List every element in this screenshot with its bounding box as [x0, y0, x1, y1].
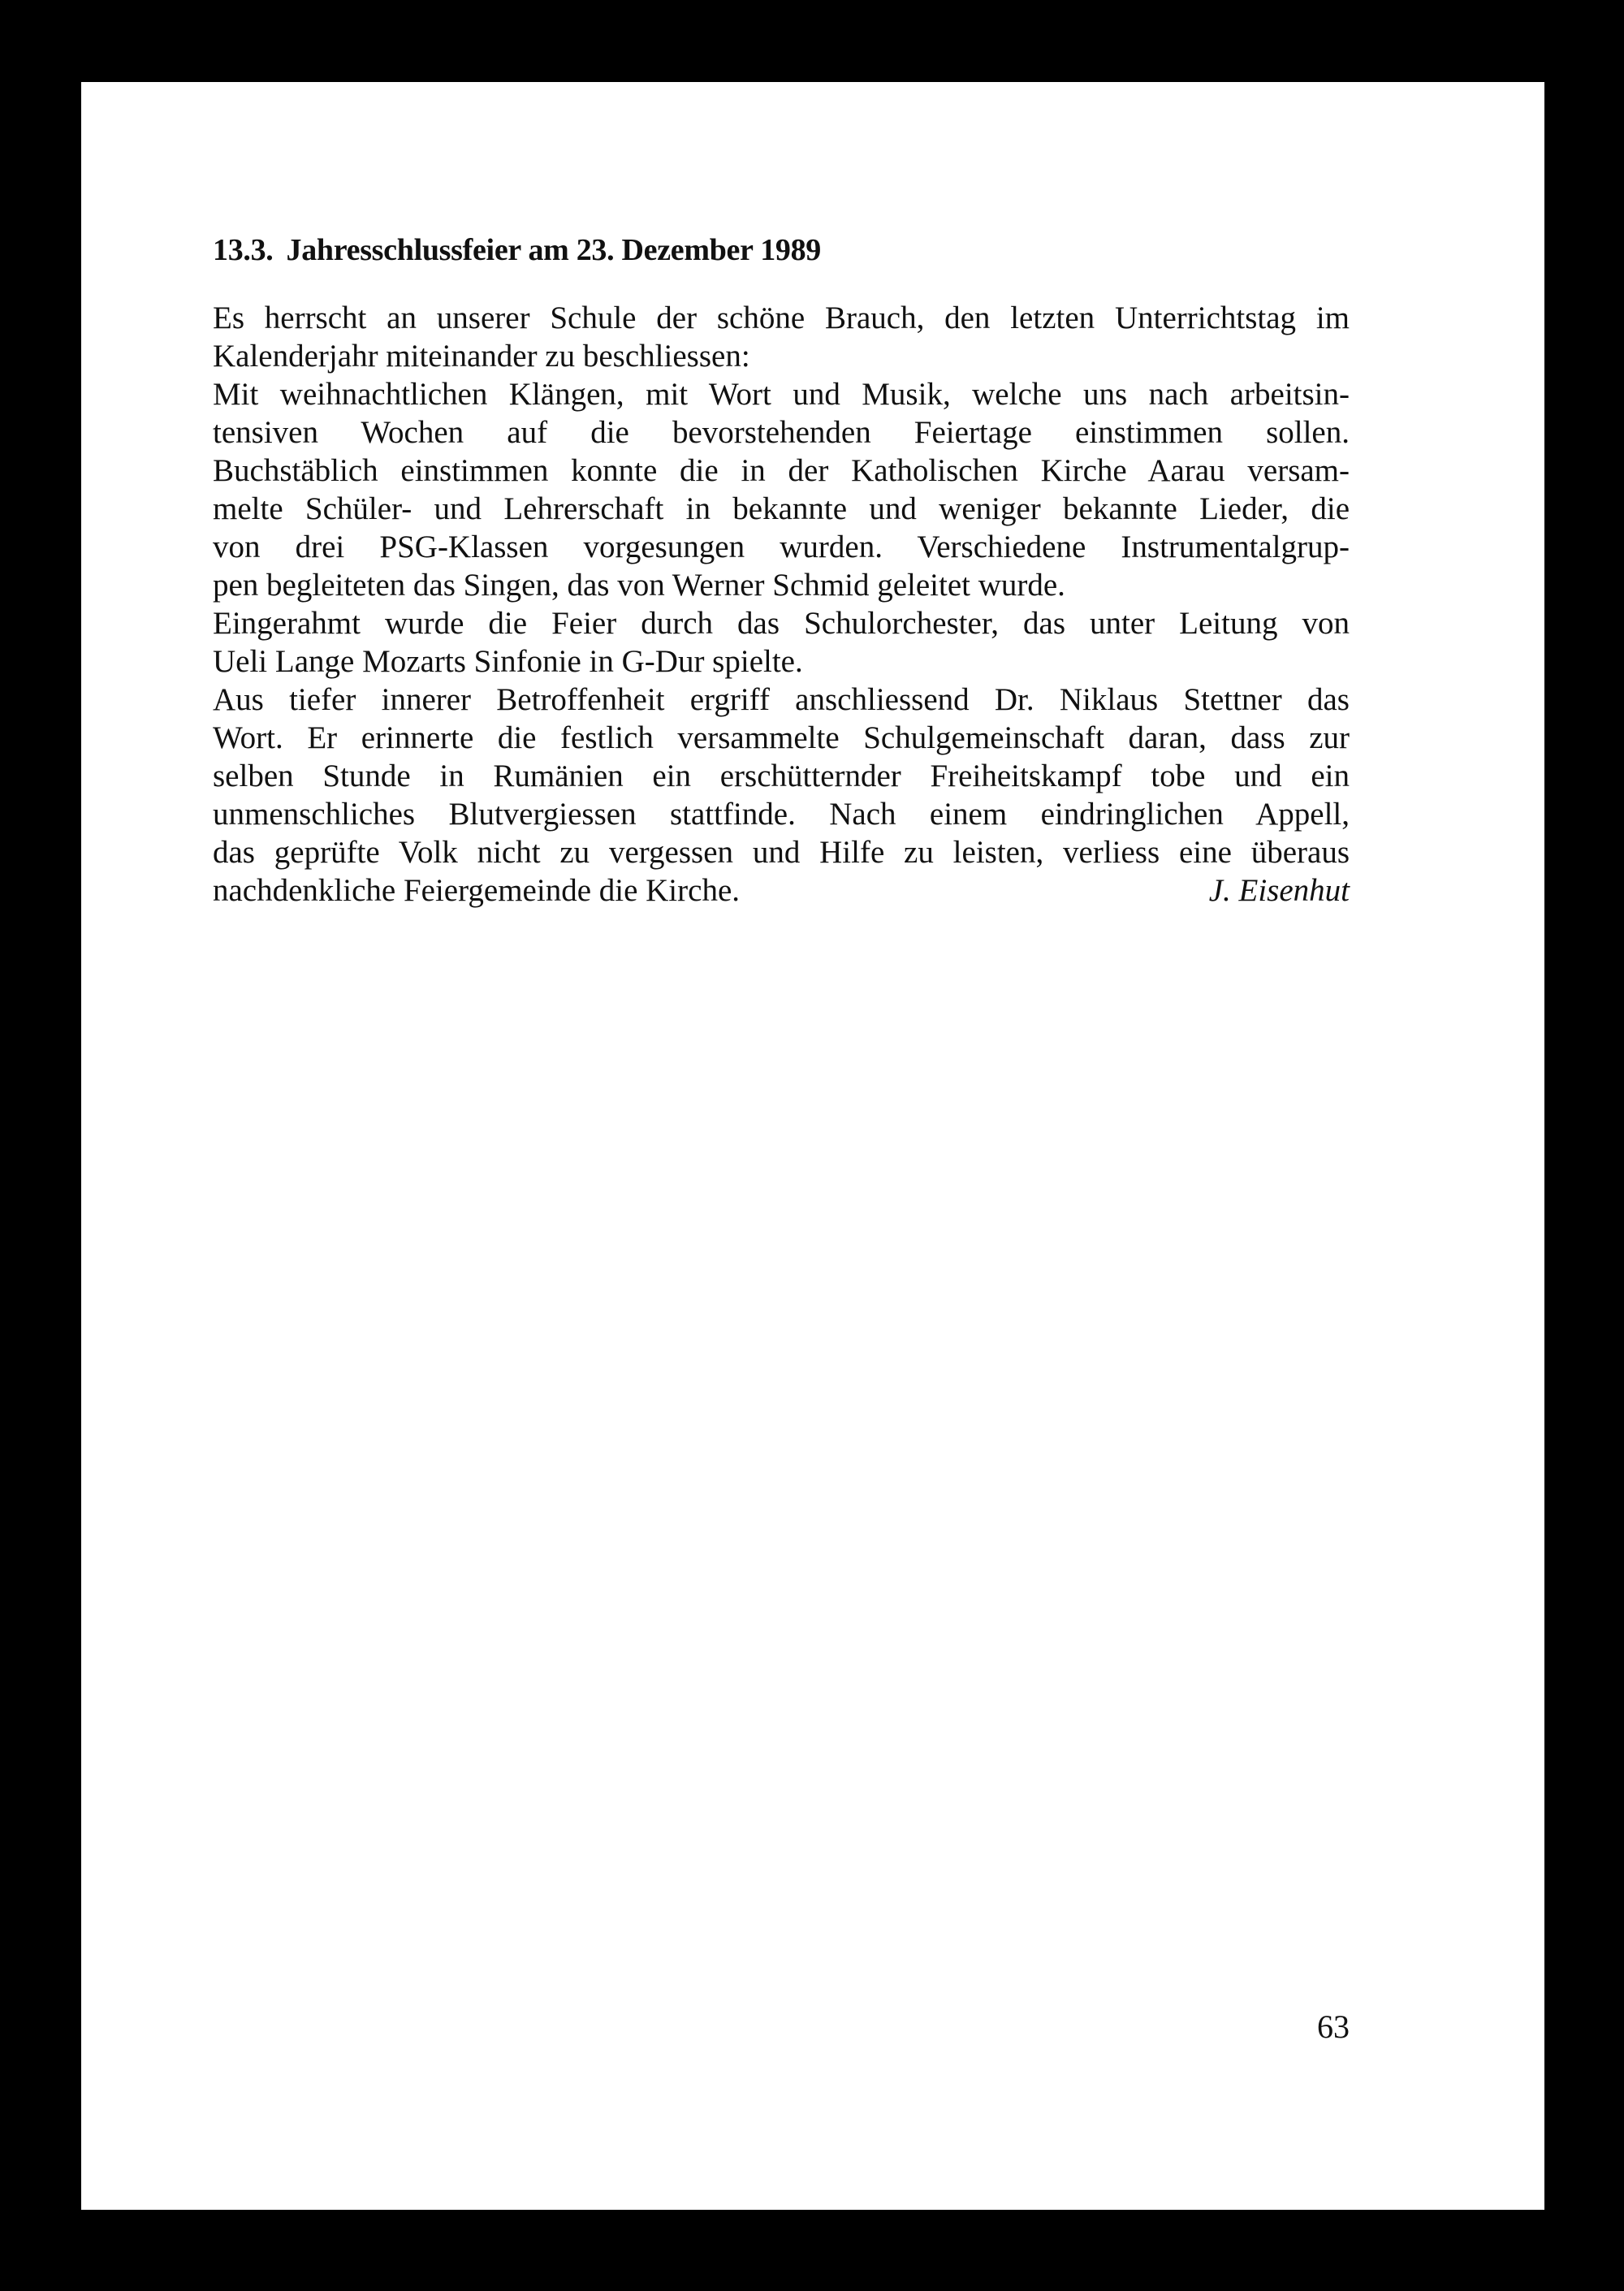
section-heading	[213, 231, 1350, 270]
body-line: von drei PSG-Klassen vorgesungen wurden. Verschiedene Instrumentalgrup-	[213, 530, 1350, 564]
section-title: Jahresschlussfeier am 23. Dezember 1989	[286, 233, 821, 267]
body-line: unmenschliches Blutvergiessen stattfinde. Nach einem eindringlichen Appell,	[213, 797, 1350, 832]
body-line: Es herrscht an unserer Schule der schöne Brauch, den letzten Unterrichtstag im	[213, 300, 1350, 335]
body-line: das geprüfte Volk nicht zu vergessen und Hilfe zu leisten, verliess eine überaus	[213, 835, 1350, 870]
document-page	[81, 82, 1544, 2210]
body-line: Mit weihnachtlichen Klängen, mit Wort und Musik, welche uns nach arbeitsin-	[213, 377, 1350, 412]
body-line: Kalenderjahr miteinander zu beschliessen:	[213, 339, 750, 374]
section-number: 13.3.	[213, 233, 274, 267]
article-body	[213, 299, 1350, 910]
page-number: 63	[1317, 2008, 1350, 2045]
closing-text: nachdenkliche Feiergemeinde die Kirche.	[213, 873, 741, 908]
body-line: Ueli Lange Mozarts Sinfonie in G-Dur spielte.	[213, 644, 803, 679]
body-line: Buchstäblich einstimmen konnte die in der Katholischen Kirche Aarau versam-	[213, 453, 1350, 488]
body-line: Wort. Er erinnerte die festlich versammelte Schulgemeinschaft daran, dass zur	[213, 720, 1350, 755]
body-line: selben Stunde in Rumänien ein erschütternder Freiheitskampf tobe und ein	[213, 759, 1350, 793]
closing-line	[213, 871, 1350, 910]
body-line: tensiven Wochen auf die bevorstehenden Feiertage einstimmen sollen.	[213, 415, 1350, 450]
article	[213, 231, 1350, 910]
body-line: Aus tiefer innerer Betroffenheit ergriff anschliessend Dr. Niklaus Stettner das	[213, 682, 1350, 717]
body-line: pen begleiteten das Singen, das von Werner Schmid geleitet wurde.	[213, 568, 1065, 603]
author-signature: J. Eisenhut	[1208, 873, 1350, 908]
body-line: melte Schüler- und Lehrerschaft in bekannte und weniger bekannte Lieder, die	[213, 491, 1350, 526]
body-line: Eingerahmt wurde die Feier durch das Schulorchester, das unter Leitung von	[213, 606, 1350, 641]
